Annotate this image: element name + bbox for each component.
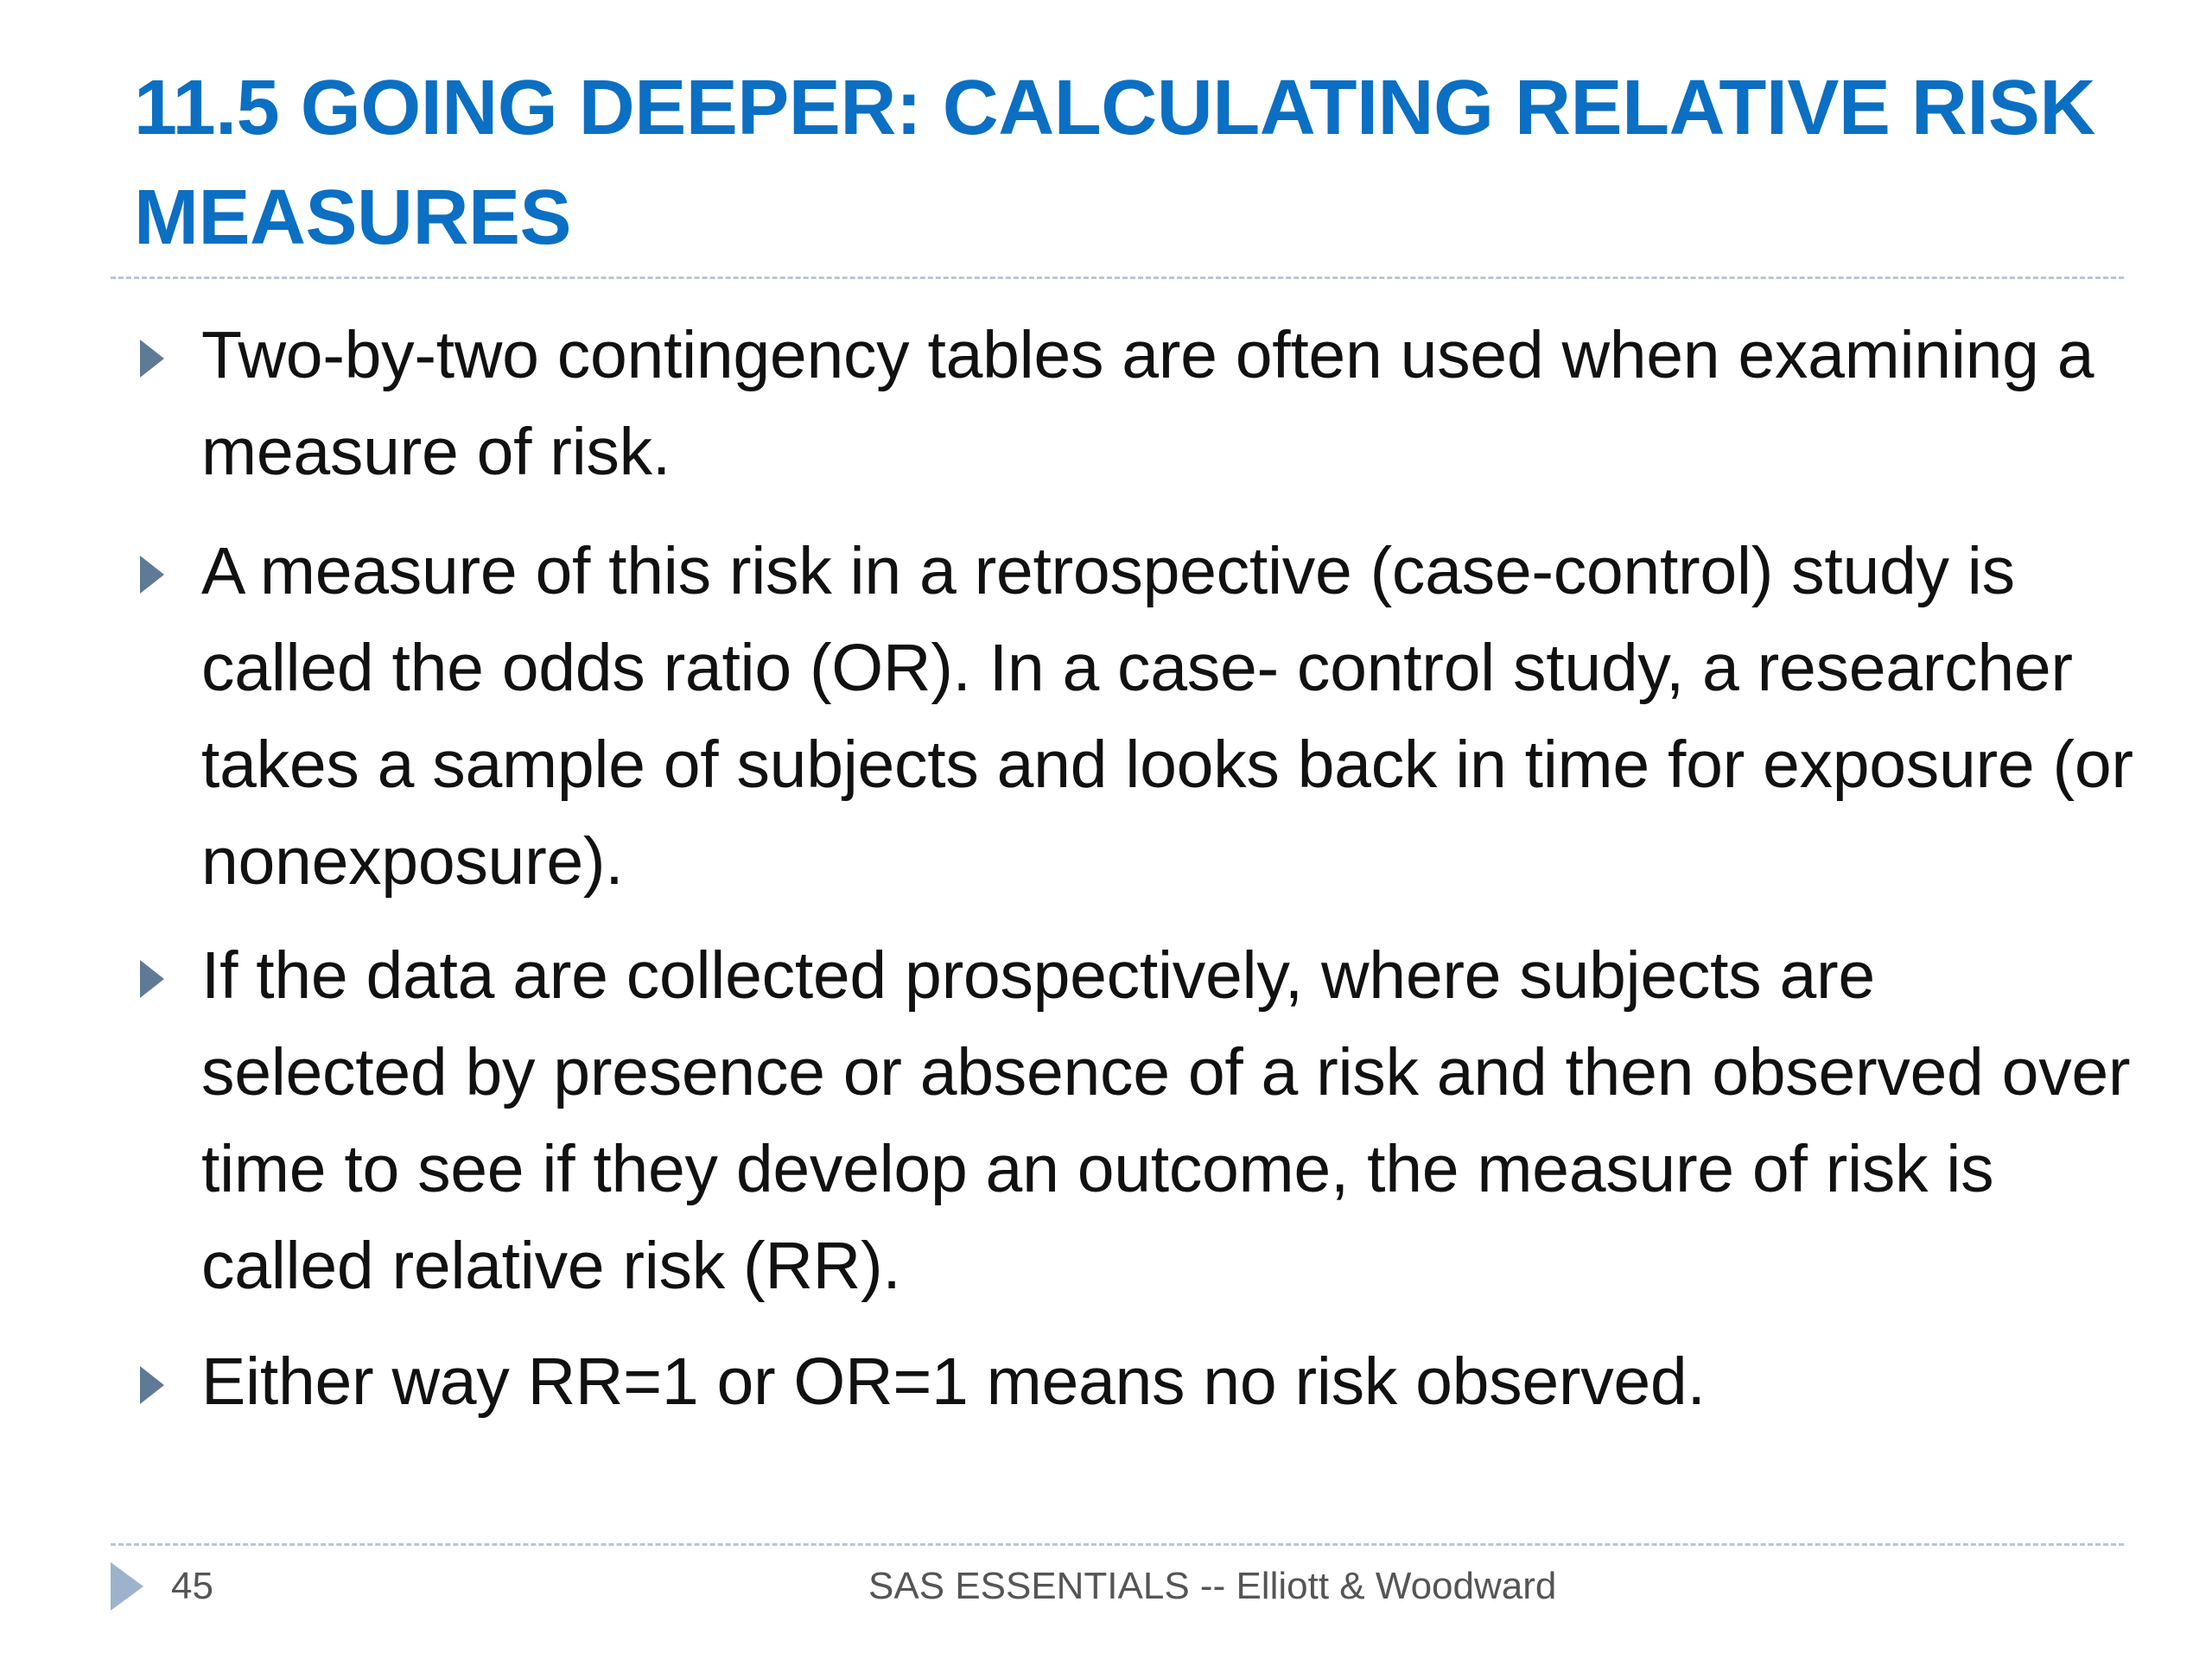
bullet-text: If the data are collected prospectively, where subjects are selected by presence or absence of a risk and then observed over time to see if they develop an outcome, the measure of risk is called relative risk (RR). xyxy=(201,938,2131,1303)
slide-title: 11.5 GOING DEEPER: CALCULATING RELATIVE RISK MEASURES xyxy=(134,65,2095,261)
bullet-text: Two-by-two contingency tables are often used when examining a measure of risk. xyxy=(201,318,2094,489)
page-number: 45 xyxy=(171,1565,213,1607)
bullet-text: Either way RR=1 or OR=1 means no risk observed. xyxy=(201,1344,1706,1419)
triangle-right-icon xyxy=(140,340,164,378)
triangle-right-icon xyxy=(140,556,164,594)
triangle-right-icon xyxy=(140,1366,164,1404)
footer-text: SAS ESSENTIALS -- Elliott & Woodward xyxy=(868,1565,1557,1607)
triangle-right-icon xyxy=(111,1562,143,1611)
footer-divider xyxy=(111,1543,2124,1546)
triangle-right-icon xyxy=(140,960,164,998)
title-divider xyxy=(111,276,2124,279)
bullet-text: A measure of this risk in a retrospective (case-control) study is called the odds ratio (OR). In a case- control study, a researcher takes a sample of subjects and looks back in time for exposure (or nonexposure). xyxy=(201,534,2133,899)
